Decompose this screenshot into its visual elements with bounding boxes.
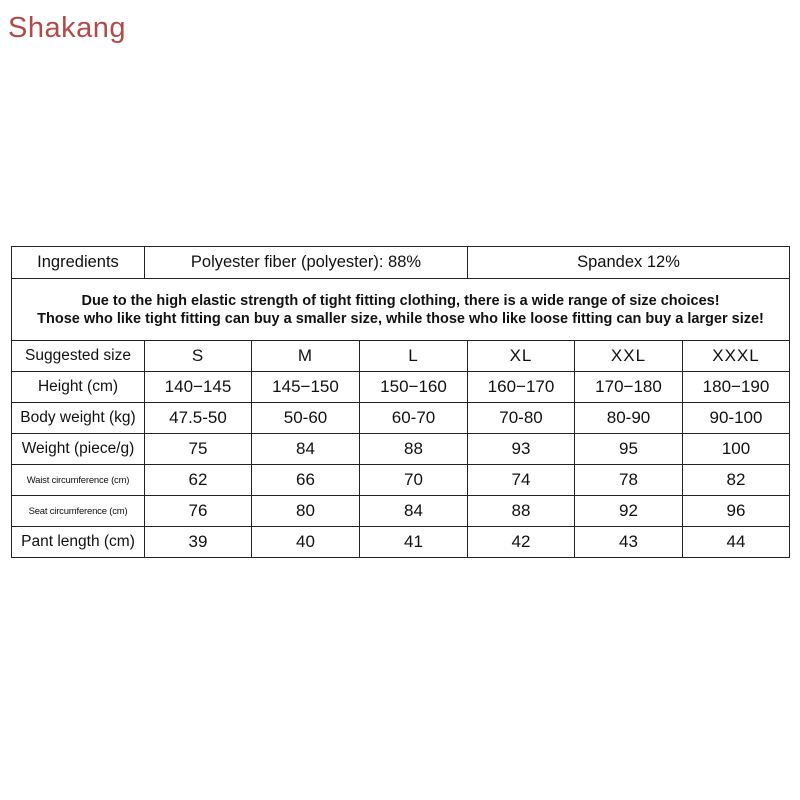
table-cell: 70 bbox=[360, 465, 468, 496]
ingredients-label: Ingredients bbox=[12, 247, 145, 279]
table-cell: 44 bbox=[683, 527, 790, 558]
size-xl: XL bbox=[468, 341, 575, 372]
note-line-1: Due to the high elastic strength of tight fitting clothing, there is a wide range of size choices! bbox=[81, 292, 720, 309]
table-cell: 93 bbox=[468, 434, 575, 465]
size-m: M bbox=[252, 341, 360, 372]
table-cell: 75 bbox=[145, 434, 252, 465]
table-cell: 43 bbox=[575, 527, 683, 558]
body-weight-row bbox=[12, 403, 790, 434]
table-cell: 170−180 bbox=[575, 372, 683, 403]
suggested-size-label: Suggested size bbox=[12, 341, 145, 372]
pant-length-row bbox=[12, 527, 790, 558]
table-cell: 140−145 bbox=[145, 372, 252, 403]
table-cell: 80 bbox=[252, 496, 360, 527]
size-chart-table bbox=[11, 246, 790, 558]
table-cell: 88 bbox=[468, 496, 575, 527]
table-cell: 62 bbox=[145, 465, 252, 496]
row-label: Body weight (kg) bbox=[12, 403, 145, 434]
height-row bbox=[12, 372, 790, 403]
ingredient-spandex: Spandex 12% bbox=[468, 247, 790, 279]
size-s: S bbox=[145, 341, 252, 372]
table-cell: 70-80 bbox=[468, 403, 575, 434]
table-cell: 180−190 bbox=[683, 372, 790, 403]
table-cell: 88 bbox=[360, 434, 468, 465]
size-xxl: XXL bbox=[575, 341, 683, 372]
size-header-row bbox=[12, 341, 790, 372]
note-line-2: Those who like tight fitting can buy a smaller size, while those who like loose fitting can buy a larger size! bbox=[37, 310, 764, 327]
table-cell: 92 bbox=[575, 496, 683, 527]
size-l: L bbox=[360, 341, 468, 372]
table-cell: 76 bbox=[145, 496, 252, 527]
size-xxxl: XXXL bbox=[683, 341, 790, 372]
table-cell: 90-100 bbox=[683, 403, 790, 434]
piece-weight-row bbox=[12, 434, 790, 465]
table-cell: 150−160 bbox=[360, 372, 468, 403]
table-cell: 82 bbox=[683, 465, 790, 496]
size-note bbox=[12, 279, 790, 341]
table-cell: 160−170 bbox=[468, 372, 575, 403]
row-label: Weight (piece/g) bbox=[12, 434, 145, 465]
table-cell: 41 bbox=[360, 527, 468, 558]
table-cell: 84 bbox=[360, 496, 468, 527]
table-cell: 96 bbox=[683, 496, 790, 527]
row-label: Waist circumference (cm) bbox=[12, 465, 145, 496]
table-cell: 66 bbox=[252, 465, 360, 496]
table-cell: 78 bbox=[575, 465, 683, 496]
seat-row bbox=[12, 496, 790, 527]
table-cell: 145−150 bbox=[252, 372, 360, 403]
table-cell: 95 bbox=[575, 434, 683, 465]
note-row bbox=[12, 279, 790, 341]
ingredient-polyester: Polyester fiber (polyester): 88% bbox=[145, 247, 468, 279]
ingredients-row bbox=[12, 247, 790, 279]
table-cell: 74 bbox=[468, 465, 575, 496]
row-label: Height (cm) bbox=[12, 372, 145, 403]
table-cell: 40 bbox=[252, 527, 360, 558]
table-cell: 42 bbox=[468, 527, 575, 558]
table-cell: 100 bbox=[683, 434, 790, 465]
table-cell: 50-60 bbox=[252, 403, 360, 434]
table-cell: 84 bbox=[252, 434, 360, 465]
brand-watermark: Shakang bbox=[8, 12, 126, 44]
row-label: Seat circumference (cm) bbox=[12, 496, 145, 527]
table-cell: 80-90 bbox=[575, 403, 683, 434]
table-cell: 39 bbox=[145, 527, 252, 558]
waist-row bbox=[12, 465, 790, 496]
table-cell: 47.5-50 bbox=[145, 403, 252, 434]
row-label: Pant length (cm) bbox=[12, 527, 145, 558]
table-cell: 60-70 bbox=[360, 403, 468, 434]
